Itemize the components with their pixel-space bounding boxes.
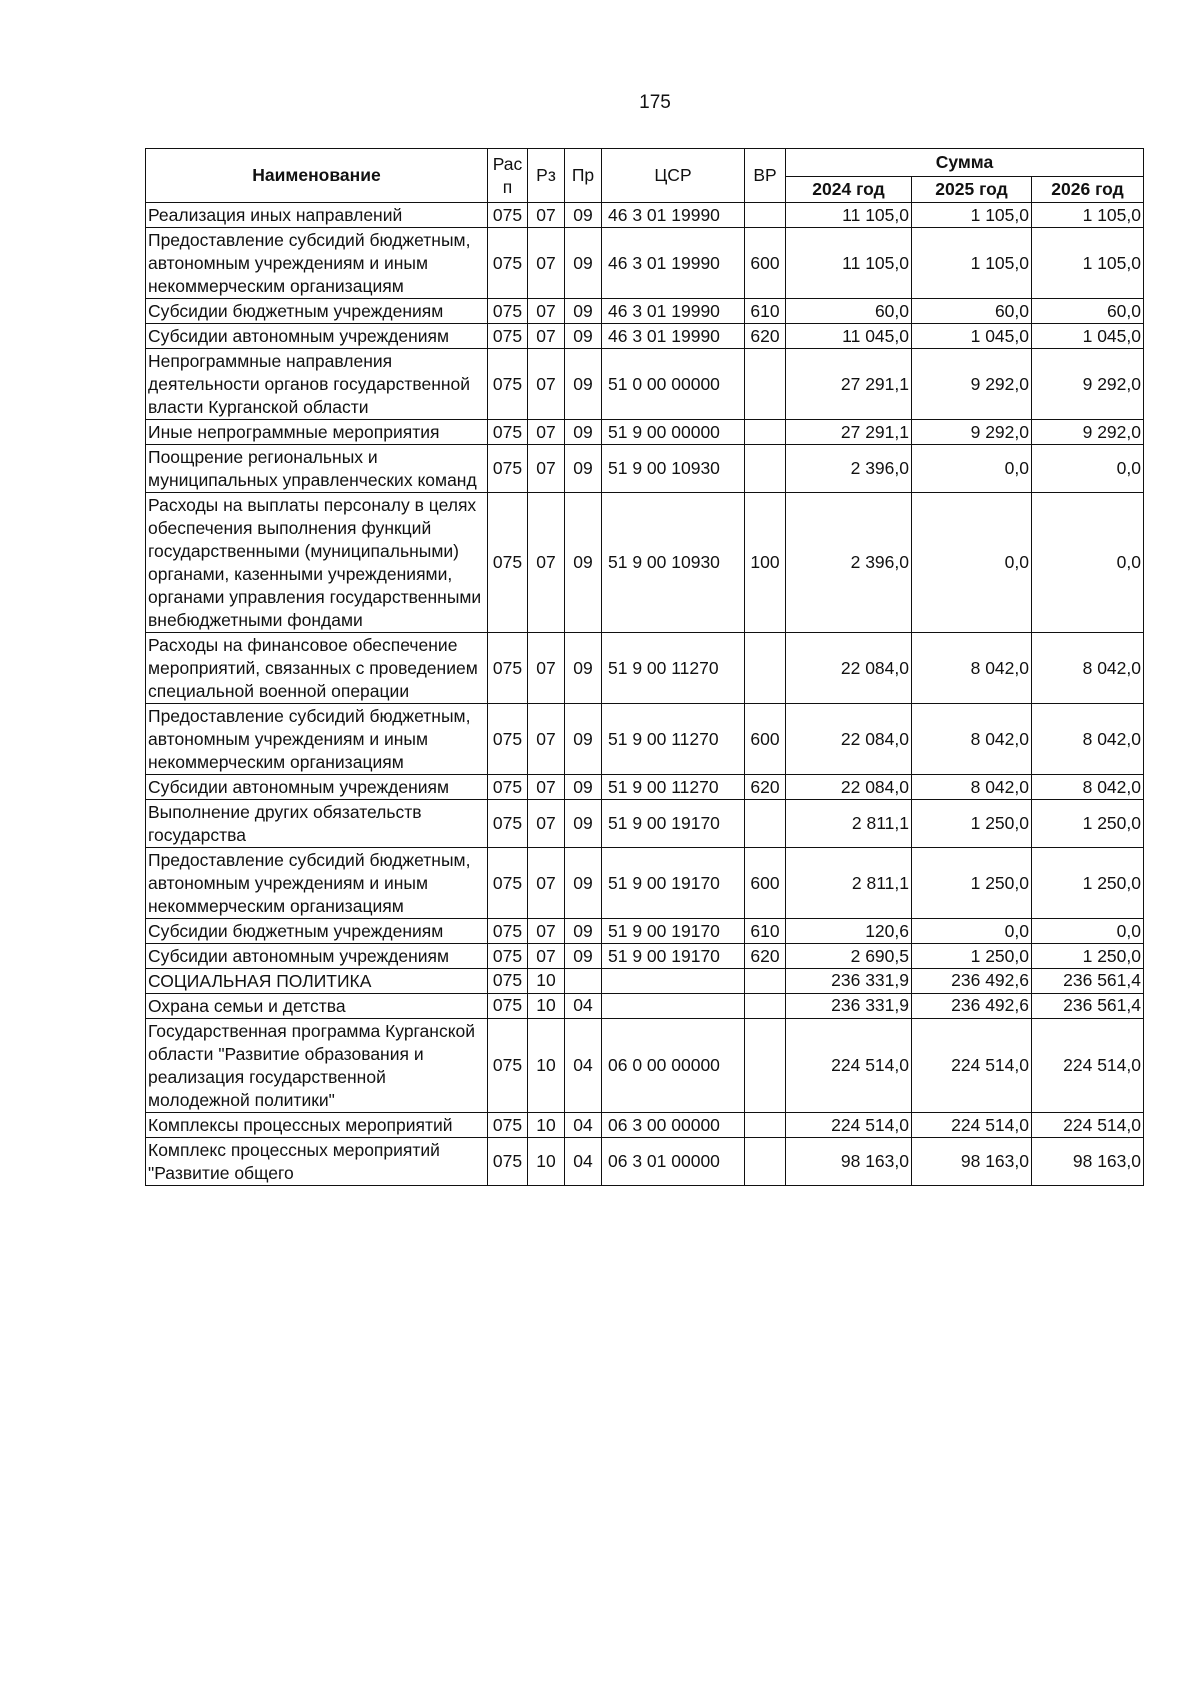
cell-csr: [602, 969, 745, 994]
cell-name: СОЦИАЛЬНАЯ ПОЛИТИКА: [146, 969, 488, 994]
cell-vr: [745, 1113, 786, 1138]
cell-rz: 07: [528, 800, 565, 848]
cell-csr: 51 0 00 00000: [602, 349, 745, 420]
cell-rasp: 075: [488, 493, 528, 633]
cell-csr: 06 0 00 00000: [602, 1019, 745, 1113]
cell-vr: [745, 203, 786, 228]
cell-sum-2024: 120,6: [786, 919, 912, 944]
cell-rz: 07: [528, 349, 565, 420]
cell-sum-2025: 1 250,0: [912, 800, 1032, 848]
cell-sum-2025: 224 514,0: [912, 1113, 1032, 1138]
cell-name: Иные непрограммные мероприятия: [146, 420, 488, 445]
cell-rasp: 075: [488, 1138, 528, 1186]
cell-sum-2024: 27 291,1: [786, 420, 912, 445]
cell-csr: 46 3 01 19990: [602, 228, 745, 299]
cell-vr: [745, 1019, 786, 1113]
cell-rz: 10: [528, 969, 565, 994]
cell-rz: 10: [528, 1113, 565, 1138]
header-pr: Пр: [565, 149, 602, 203]
cell-name: Субсидии автономным учреждениям: [146, 775, 488, 800]
cell-sum-2026: 1 250,0: [1032, 848, 1144, 919]
cell-rasp: 075: [488, 633, 528, 704]
cell-csr: 51 9 00 10930: [602, 445, 745, 493]
header-year-2025: 2025 год: [912, 177, 1032, 203]
cell-csr: 06 3 00 00000: [602, 1113, 745, 1138]
cell-sum-2024: 60,0: [786, 299, 912, 324]
cell-name: Реализация иных направлений: [146, 203, 488, 228]
cell-sum-2026: 0,0: [1032, 445, 1144, 493]
cell-sum-2024: 22 084,0: [786, 775, 912, 800]
header-sum: Сумма: [786, 149, 1144, 177]
cell-sum-2024: 22 084,0: [786, 704, 912, 775]
cell-sum-2024: 236 331,9: [786, 969, 912, 994]
cell-name: Непрограммные направления деятельности органов государственной власти Курганской области: [146, 349, 488, 420]
cell-vr: 620: [745, 775, 786, 800]
cell-sum-2025: 1 105,0: [912, 228, 1032, 299]
cell-rz: 10: [528, 1019, 565, 1113]
cell-vr: 610: [745, 919, 786, 944]
cell-rz: 07: [528, 299, 565, 324]
cell-rz: 07: [528, 704, 565, 775]
cell-rz: 07: [528, 775, 565, 800]
cell-sum-2026: 9 292,0: [1032, 420, 1144, 445]
cell-csr: 51 9 00 11270: [602, 775, 745, 800]
cell-name: Комплексы процессных мероприятий: [146, 1113, 488, 1138]
cell-name: Предоставление субсидий бюджетным, автономным учреждениям и иным некоммерческим организациям: [146, 848, 488, 919]
cell-rasp: 075: [488, 994, 528, 1019]
cell-csr: 51 9 00 00000: [602, 420, 745, 445]
header-vr: ВР: [745, 149, 786, 203]
cell-sum-2026: 0,0: [1032, 919, 1144, 944]
cell-sum-2026: 236 561,4: [1032, 969, 1144, 994]
budget-table: [145, 148, 1144, 1186]
cell-rz: 07: [528, 633, 565, 704]
cell-csr: 46 3 01 19990: [602, 299, 745, 324]
cell-sum-2025: 1 105,0: [912, 203, 1032, 228]
cell-rasp: 075: [488, 919, 528, 944]
cell-csr: 51 9 00 19170: [602, 848, 745, 919]
table-row: [146, 969, 1144, 994]
cell-csr: 51 9 00 10930: [602, 493, 745, 633]
cell-csr: 51 9 00 11270: [602, 704, 745, 775]
cell-pr: 09: [565, 633, 602, 704]
cell-vr: [745, 633, 786, 704]
cell-vr: 610: [745, 299, 786, 324]
cell-name: Расходы на выплаты персоналу в целях обеспечения выполнения функций государственными (муниципальными) органами, казенными учреждениями, органами управления государственными внебюджетными фондами: [146, 493, 488, 633]
cell-sum-2025: 1 250,0: [912, 848, 1032, 919]
cell-name: Выполнение других обязательств государства: [146, 800, 488, 848]
cell-pr: 04: [565, 1113, 602, 1138]
cell-name: Субсидии автономным учреждениям: [146, 324, 488, 349]
cell-vr: 600: [745, 704, 786, 775]
cell-pr: 04: [565, 1019, 602, 1113]
cell-pr: 09: [565, 493, 602, 633]
cell-rz: 07: [528, 848, 565, 919]
cell-name: Предоставление субсидий бюджетным, автономным учреждениям и иным некоммерческим организациям: [146, 228, 488, 299]
cell-name: Предоставление субсидий бюджетным, автономным учреждениям и иным некоммерческим организациям: [146, 704, 488, 775]
cell-pr: 09: [565, 919, 602, 944]
cell-name: Субсидии бюджетным учреждениям: [146, 299, 488, 324]
cell-name: Государственная программа Курганской области "Развитие образования и реализация государственной молодежной политики": [146, 1019, 488, 1113]
cell-vr: [745, 420, 786, 445]
cell-sum-2024: 11 105,0: [786, 228, 912, 299]
cell-rasp: 075: [488, 203, 528, 228]
cell-pr: 09: [565, 324, 602, 349]
cell-rz: 10: [528, 1138, 565, 1186]
cell-pr: 09: [565, 349, 602, 420]
cell-rasp: 075: [488, 800, 528, 848]
header-rz: Рз: [528, 149, 565, 203]
cell-name: Субсидии автономным учреждениям: [146, 944, 488, 969]
cell-rz: 07: [528, 919, 565, 944]
table-body: [146, 203, 1144, 1186]
cell-sum-2026: 60,0: [1032, 299, 1144, 324]
cell-sum-2025: 0,0: [912, 919, 1032, 944]
cell-sum-2024: 2 690,5: [786, 944, 912, 969]
cell-sum-2025: 98 163,0: [912, 1138, 1032, 1186]
cell-sum-2026: 224 514,0: [1032, 1113, 1144, 1138]
cell-rasp: 075: [488, 848, 528, 919]
cell-sum-2026: 1 105,0: [1032, 228, 1144, 299]
cell-pr: 04: [565, 994, 602, 1019]
table-row: [146, 848, 1144, 919]
table-row: [146, 299, 1144, 324]
cell-rasp: 075: [488, 1019, 528, 1113]
cell-vr: 600: [745, 228, 786, 299]
cell-rasp: 075: [488, 228, 528, 299]
cell-sum-2026: 224 514,0: [1032, 1019, 1144, 1113]
header-year-2026: 2026 год: [1032, 177, 1144, 203]
cell-sum-2024: 2 811,1: [786, 848, 912, 919]
cell-rz: 07: [528, 228, 565, 299]
cell-vr: 620: [745, 944, 786, 969]
cell-sum-2025: 224 514,0: [912, 1019, 1032, 1113]
table-row: [146, 445, 1144, 493]
cell-pr: 09: [565, 228, 602, 299]
cell-sum-2025: 1 045,0: [912, 324, 1032, 349]
cell-name: Поощрение региональных и муниципальных управленческих команд: [146, 445, 488, 493]
cell-sum-2024: 22 084,0: [786, 633, 912, 704]
cell-sum-2026: 236 561,4: [1032, 994, 1144, 1019]
cell-pr: 09: [565, 944, 602, 969]
cell-csr: 51 9 00 11270: [602, 633, 745, 704]
cell-sum-2024: 224 514,0: [786, 1113, 912, 1138]
table-row: [146, 493, 1144, 633]
cell-sum-2025: 0,0: [912, 493, 1032, 633]
table-row: [146, 420, 1144, 445]
cell-sum-2026: 1 105,0: [1032, 203, 1144, 228]
cell-sum-2026: 1 250,0: [1032, 800, 1144, 848]
cell-vr: [745, 969, 786, 994]
cell-rasp: 075: [488, 349, 528, 420]
cell-sum-2024: 27 291,1: [786, 349, 912, 420]
cell-csr: 51 9 00 19170: [602, 800, 745, 848]
cell-pr: 04: [565, 1138, 602, 1186]
cell-vr: 620: [745, 324, 786, 349]
cell-name: Субсидии бюджетным учреждениям: [146, 919, 488, 944]
cell-sum-2025: 8 042,0: [912, 775, 1032, 800]
cell-rasp: 075: [488, 445, 528, 493]
cell-sum-2026: 0,0: [1032, 493, 1144, 633]
table-row: [146, 704, 1144, 775]
cell-sum-2025: 9 292,0: [912, 349, 1032, 420]
cell-name: Расходы на финансовое обеспечение мероприятий, связанных с проведением специальной военной операции: [146, 633, 488, 704]
cell-sum-2025: 9 292,0: [912, 420, 1032, 445]
table-row: [146, 994, 1144, 1019]
cell-sum-2025: 8 042,0: [912, 704, 1032, 775]
cell-csr: 06 3 01 00000: [602, 1138, 745, 1186]
cell-sum-2024: 236 331,9: [786, 994, 912, 1019]
cell-sum-2024: 2 396,0: [786, 445, 912, 493]
cell-csr: 46 3 01 19990: [602, 324, 745, 349]
cell-csr: 51 9 00 19170: [602, 919, 745, 944]
cell-csr: 46 3 01 19990: [602, 203, 745, 228]
cell-sum-2025: 1 250,0: [912, 944, 1032, 969]
table-row: [146, 775, 1144, 800]
cell-sum-2026: 1 250,0: [1032, 944, 1144, 969]
cell-sum-2024: 224 514,0: [786, 1019, 912, 1113]
cell-rz: 07: [528, 944, 565, 969]
cell-rasp: 075: [488, 704, 528, 775]
cell-pr: 09: [565, 704, 602, 775]
cell-vr: [745, 349, 786, 420]
table-row: [146, 324, 1144, 349]
cell-csr: 51 9 00 19170: [602, 944, 745, 969]
cell-vr: [745, 994, 786, 1019]
cell-sum-2026: 1 045,0: [1032, 324, 1144, 349]
cell-rz: 07: [528, 420, 565, 445]
cell-sum-2026: 8 042,0: [1032, 775, 1144, 800]
table-row: [146, 919, 1144, 944]
table-row: [146, 1138, 1144, 1186]
cell-rasp: 075: [488, 1113, 528, 1138]
header-csr: ЦСР: [602, 149, 745, 203]
cell-sum-2024: 11 045,0: [786, 324, 912, 349]
cell-rz: 07: [528, 493, 565, 633]
cell-sum-2026: 9 292,0: [1032, 349, 1144, 420]
cell-sum-2024: 2 811,1: [786, 800, 912, 848]
cell-sum-2024: 2 396,0: [786, 493, 912, 633]
cell-name: Комплекс процессных мероприятий "Развитие общего: [146, 1138, 488, 1186]
table-row: [146, 944, 1144, 969]
cell-pr: 09: [565, 420, 602, 445]
cell-pr: 09: [565, 299, 602, 324]
cell-rasp: 075: [488, 420, 528, 445]
table-row: [146, 1113, 1144, 1138]
cell-pr: 09: [565, 445, 602, 493]
cell-rasp: 075: [488, 969, 528, 994]
cell-rasp: 075: [488, 944, 528, 969]
cell-rz: 07: [528, 203, 565, 228]
cell-sum-2025: 236 492,6: [912, 994, 1032, 1019]
cell-sum-2025: 60,0: [912, 299, 1032, 324]
table-row: [146, 349, 1144, 420]
cell-pr: 09: [565, 203, 602, 228]
header-year-2024: 2024 год: [786, 177, 912, 203]
cell-vr: [745, 800, 786, 848]
cell-sum-2025: 0,0: [912, 445, 1032, 493]
cell-vr: [745, 1138, 786, 1186]
cell-sum-2026: 8 042,0: [1032, 704, 1144, 775]
cell-vr: [745, 445, 786, 493]
cell-rz: 07: [528, 324, 565, 349]
cell-sum-2025: 236 492,6: [912, 969, 1032, 994]
cell-vr: 600: [745, 848, 786, 919]
cell-csr: [602, 994, 745, 1019]
cell-sum-2024: 98 163,0: [786, 1138, 912, 1186]
page-number: 175: [639, 92, 671, 113]
cell-rasp: 075: [488, 775, 528, 800]
cell-sum-2024: 11 105,0: [786, 203, 912, 228]
cell-pr: [565, 969, 602, 994]
header-name: Наименование: [146, 149, 488, 203]
cell-rz: 07: [528, 445, 565, 493]
cell-pr: 09: [565, 848, 602, 919]
table-row: [146, 203, 1144, 228]
table-row: [146, 228, 1144, 299]
cell-rasp: 075: [488, 324, 528, 349]
cell-pr: 09: [565, 775, 602, 800]
table-row: [146, 633, 1144, 704]
cell-rasp: 075: [488, 299, 528, 324]
cell-name: Охрана семьи и детства: [146, 994, 488, 1019]
cell-sum-2026: 98 163,0: [1032, 1138, 1144, 1186]
table-row: [146, 1019, 1144, 1113]
cell-rz: 10: [528, 994, 565, 1019]
cell-sum-2026: 8 042,0: [1032, 633, 1144, 704]
cell-sum-2025: 8 042,0: [912, 633, 1032, 704]
table-header: [146, 149, 1144, 203]
cell-vr: 100: [745, 493, 786, 633]
header-rasp: Рас п: [488, 149, 528, 203]
cell-pr: 09: [565, 800, 602, 848]
table-row: [146, 800, 1144, 848]
